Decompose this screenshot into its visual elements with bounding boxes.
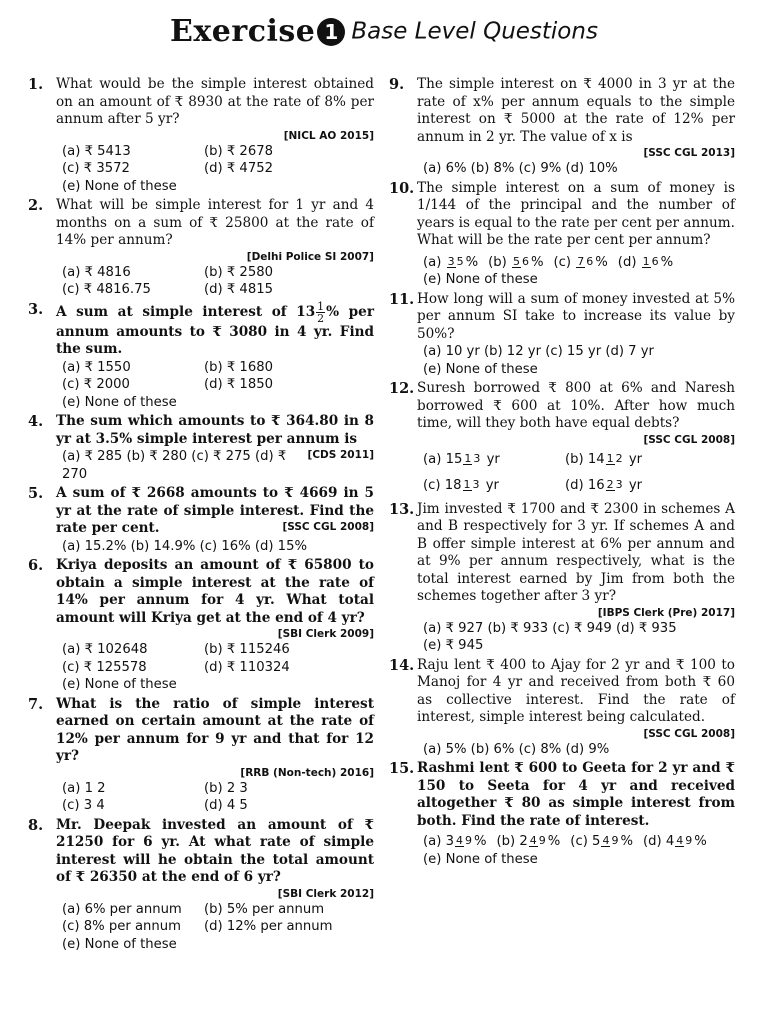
question-9 <box>389 76 735 178</box>
fraction-denominator: 5 <box>456 254 464 268</box>
option-label: (b) <box>496 834 516 849</box>
options-line[interactable]: (a) 5% (b) 6% (c) 8% (d) 9% <box>423 741 610 757</box>
option-a[interactable]: (a) 1 2 <box>62 780 106 796</box>
options <box>417 343 735 378</box>
option-a[interactable]: (a) ₹ 4816 <box>62 264 131 280</box>
question-text: Jim invested ₹ 1700 and ₹ 2300 in schemes A and B respectively for 3 yr. If schemes A and B offer simple interest at 6% per annum and at 9% per annum respectively, what is the total interest earned by Jim from both the schemes together after 3 yr? <box>417 500 735 604</box>
fraction <box>675 835 693 847</box>
question-number: 2. <box>28 197 44 214</box>
question-11 <box>389 291 735 379</box>
question-text: What would be the simple interest obtained on an amount of ₹ 8930 at the rate of 8% per annum after 5 yr? <box>56 76 374 127</box>
question-number: 12. <box>389 380 415 397</box>
whole-number: 2 <box>519 834 528 849</box>
question-source: [SBI Clerk 2009] <box>277 628 374 640</box>
unit: yr <box>485 477 499 493</box>
fraction-numerator: 2 <box>606 477 614 491</box>
option-label: (b) <box>565 451 584 467</box>
question-text <box>56 557 374 627</box>
options-line[interactable]: (a) ₹ 285 (b) ₹ 280 (c) ₹ 275 (d) ₹ 270 <box>62 449 287 482</box>
fraction-numerator: 3 <box>447 254 455 268</box>
fraction-numerator: 1 <box>606 451 614 465</box>
option-label: (c) <box>423 477 441 493</box>
fraction-denominator: 6 <box>651 254 659 268</box>
option-d[interactable]: (d) 12% per annum <box>204 919 333 934</box>
question-source: [SSC CGL 2008] <box>282 521 374 533</box>
option-a[interactable]: (a) ₹ 102648 <box>62 642 148 657</box>
options <box>56 901 374 954</box>
question-source: [CDS 2011] <box>307 449 374 461</box>
question-7 <box>28 696 374 815</box>
whole-number: 5 <box>592 834 601 849</box>
option-label: (a) <box>423 254 442 270</box>
option-b[interactable]: (b) ₹ 1680 <box>204 359 273 375</box>
question-text <box>56 485 374 538</box>
option-e[interactable]: (e) None of these <box>62 178 177 194</box>
option-d[interactable] <box>643 833 707 851</box>
option-b[interactable] <box>488 254 543 272</box>
question-text <box>56 696 374 766</box>
fraction-denominator: 6 <box>521 254 529 268</box>
left-column <box>28 76 374 955</box>
option-e[interactable]: (e) None of these <box>423 851 538 867</box>
fraction-numerator: 4 <box>529 834 537 847</box>
percent-sign: % <box>694 834 707 849</box>
question-15 <box>389 760 735 868</box>
question-text: How long will a sum of money invested at 5% per annum SI take to increase its value by 50%? <box>417 290 735 342</box>
question-source: [IBPS Clerk (Pre) 2017] <box>597 606 735 619</box>
fraction-numerator: 1 <box>464 451 472 465</box>
fraction-numerator: 4 <box>455 834 463 847</box>
option-c[interactable] <box>554 254 608 272</box>
options-line[interactable]: (a) 15.2% (b) 14.9% (c) 16% (d) 15% <box>62 538 307 554</box>
question-12 <box>389 380 735 499</box>
question-text: The simple interest on ₹ 4000 in 3 yr at the rate of x% per annum equals to the simple interest on ₹ 5000 at the rate of 12% per annum in 2 yr. The value of x is <box>417 76 735 145</box>
whole-number: 14 <box>587 451 605 467</box>
fraction-numerator: 5 <box>512 254 520 268</box>
question-source: [Delhi Police SI 2007] <box>246 250 374 263</box>
question-number: 1. <box>28 76 44 93</box>
fraction-numerator: 7 <box>577 254 585 268</box>
options-line[interactable]: (a) ₹ 927 (b) ₹ 933 (c) ₹ 949 (d) ₹ 935 <box>423 620 677 636</box>
question-14 <box>389 657 735 759</box>
fraction <box>447 256 465 268</box>
options <box>56 538 374 556</box>
question-text: Suresh borrowed ₹ 800 at 6% and Naresh borrowed ₹ 600 at 10%. After how much time, will they both have equal debts? <box>417 380 735 431</box>
fraction <box>463 453 481 465</box>
fraction <box>512 256 530 268</box>
option-c[interactable]: (c) ₹ 4816.75 <box>62 282 151 297</box>
options <box>417 160 735 178</box>
option-e[interactable]: (e) None of these <box>62 394 177 410</box>
option-a[interactable]: (a) ₹ 1550 <box>62 359 131 375</box>
option-d[interactable]: (d) 4 5 <box>204 798 248 813</box>
question-text: Raju lent ₹ 400 to Ajay for 2 yr and ₹ 100 to Manoj for 4 yr and received from both ₹ 60 as collective interest. Find the rate of interest, simple interest being calculated. <box>417 656 735 725</box>
option-e[interactable]: (e) None of these <box>62 936 177 952</box>
question-source: [SSC CGL 2008] <box>643 727 735 740</box>
option-e[interactable]: (e) None of these <box>423 361 538 377</box>
fraction-numerator: 1 <box>463 477 471 491</box>
option-b[interactable]: (b) ₹ 2580 <box>204 264 273 280</box>
question-text-body: The sum which amounts to ₹ 364.80 in 8 yr at 3.5% simple interest per annum is <box>56 413 374 447</box>
options <box>417 447 735 499</box>
options <box>417 741 735 759</box>
question-text <box>56 817 374 887</box>
fraction <box>455 835 473 847</box>
option-e[interactable]: (e) None of these <box>62 677 177 692</box>
fraction-denominator: 9 <box>464 834 472 847</box>
fraction <box>316 301 325 324</box>
options <box>56 780 374 815</box>
options <box>56 359 374 412</box>
unit: yr <box>628 451 643 467</box>
option-b[interactable]: (b) ₹ 115246 <box>204 642 290 657</box>
question-number: 4. <box>28 413 44 430</box>
options-line[interactable]: (a) 6% (b) 8% (c) 9% (d) 10% <box>423 161 618 176</box>
fraction-denominator: 9 <box>538 834 546 847</box>
option-a[interactable]: (a) ₹ 5413 <box>62 143 131 159</box>
question-number: 10. <box>389 179 415 197</box>
question-number: 8. <box>28 816 44 834</box>
option-b[interactable]: (b) 2 3 <box>204 780 248 796</box>
option-d[interactable]: (d) ₹ 4815 <box>204 282 273 297</box>
question-4 <box>28 413 374 483</box>
option-a[interactable]: (a) 6% per annum <box>62 901 182 917</box>
question-number: 11. <box>389 290 415 308</box>
option-label: (d) <box>565 477 584 493</box>
options <box>417 620 735 655</box>
question-number: 13. <box>389 500 415 518</box>
percent-sign: % <box>660 254 674 270</box>
whole-number: 18 <box>444 477 462 493</box>
question-10 <box>389 180 735 289</box>
options <box>417 254 735 289</box>
question-source: [RRB (Non-tech) 2016] <box>240 766 374 779</box>
exercise-subtitle: Base Level Questions <box>351 18 598 45</box>
options-line[interactable]: (a) 10 yr (b) 12 yr (c) 15 yr (d) 7 yr <box>423 344 654 359</box>
question-source: [NICL AO 2015] <box>283 129 374 142</box>
option-d[interactable]: (d) ₹ 4752 <box>204 161 273 176</box>
question-source: [SSC CGL 2013] <box>643 147 735 159</box>
option-label: (a) <box>423 451 442 467</box>
option-b[interactable] <box>497 833 561 851</box>
question-number: 9. <box>389 76 405 93</box>
question-text-body: Mr. Deepak invested an amount of ₹ 21250 for 6 yr. At what rate of simple interest will he obtain the total amount of ₹ 26350 at the end of 6 yr? <box>56 816 374 885</box>
question-text <box>417 760 735 830</box>
question-text-part-2: % per annum amounts to ₹ 3080 in 4 yr. Find the sum. <box>56 303 374 357</box>
percent-sign: % <box>620 834 633 849</box>
option-label: (d) <box>642 834 662 849</box>
whole-number: 15 <box>445 451 463 467</box>
options <box>56 641 374 694</box>
question-text-body: Kriya deposits an amount of ₹ 65800 to obtain a simple interest at the rate of 14% per annum for 4 yr. What total amount will Kriya get at the end of 4 yr? <box>56 557 374 626</box>
option-b[interactable]: (b) 5% per annum <box>204 901 325 917</box>
question-text-part-1: A sum at simple interest of 13 <box>56 303 316 320</box>
whole-number: 4 <box>665 834 675 849</box>
option-a[interactable] <box>423 447 565 473</box>
exercise-number-badge: 1 <box>317 18 345 46</box>
fraction-denominator: 2 <box>317 311 325 325</box>
fraction-denominator: 9 <box>685 834 693 847</box>
options <box>417 833 735 868</box>
question-text-body: What is the ratio of simple interest earned on certain amount at the rate of 12% per annum for 9 yr and that for 12 yr? <box>56 695 374 764</box>
question-number: 6. <box>28 557 44 574</box>
question-text: What will be simple interest for 1 yr and 4 months on a sum of ₹ 25800 at the rate of 14% per annum? <box>56 197 374 248</box>
option-c[interactable]: (c) ₹ 3572 <box>62 161 130 176</box>
question-text: The simple interest on a sum of money is 1/144 of the principal and the number of years is equal to the rate per cent per annum. What will be the rate per cent per annum? <box>417 179 735 248</box>
option-label: (b) <box>488 254 507 270</box>
question-source: [SBI Clerk 2012] <box>277 887 374 900</box>
option-b[interactable] <box>565 447 642 473</box>
whole-number: 3 <box>445 834 454 849</box>
option-c[interactable] <box>570 833 633 851</box>
fraction <box>463 479 481 491</box>
question-1 <box>28 76 374 195</box>
fraction-numerator: 1 <box>642 254 650 268</box>
percent-sign: % <box>530 254 544 270</box>
fraction <box>642 256 660 268</box>
right-column <box>389 76 735 870</box>
question-number: 7. <box>28 695 44 713</box>
question-13 <box>389 501 735 655</box>
fraction-numerator: 1 <box>317 299 325 313</box>
option-d[interactable] <box>618 254 673 272</box>
fraction <box>606 479 624 491</box>
page-header <box>0 14 768 66</box>
fraction-denominator: 3 <box>472 477 480 491</box>
options <box>56 143 374 196</box>
option-a[interactable] <box>423 833 487 851</box>
fraction-denominator: 2 <box>615 451 623 465</box>
option-c[interactable]: (c) ₹ 125578 <box>62 659 147 675</box>
unit: yr <box>628 477 643 493</box>
option-e[interactable]: (e) None of these <box>423 272 538 287</box>
fraction-denominator: 6 <box>586 254 594 268</box>
question-number: 14. <box>389 656 415 674</box>
fraction <box>529 835 547 847</box>
question-text-body: Rashmi lent ₹ 600 to Geeta for 2 yr and ₹ 150 to Seeta for 4 yr and received altogether ₹ 80 as simple interest from both. Find the rate of interest. <box>417 760 735 829</box>
question-text <box>56 301 374 359</box>
question-number: 5. <box>28 485 44 502</box>
option-c[interactable] <box>423 473 565 499</box>
question-6 <box>28 557 374 694</box>
fraction-denominator: 3 <box>473 451 481 465</box>
unit: yr <box>486 451 500 467</box>
fraction <box>606 453 624 465</box>
exercise-title: Exercise <box>170 14 316 49</box>
fraction-numerator: 4 <box>676 834 684 847</box>
option-e[interactable]: (e) ₹ 945 <box>423 638 484 653</box>
question-source: [SSC CGL 2008] <box>643 433 735 446</box>
option-d[interactable]: (d) ₹ 1850 <box>204 377 273 392</box>
option-label: (c) <box>553 254 572 270</box>
question-number: 3. <box>28 300 44 318</box>
option-c[interactable]: (c) 8% per annum <box>62 919 181 934</box>
fraction <box>601 835 619 847</box>
percent-sign: % <box>595 254 608 270</box>
percent-sign: % <box>473 834 487 849</box>
options <box>56 264 374 299</box>
option-label: (a) <box>423 834 442 849</box>
question-3 <box>28 301 374 412</box>
percent-sign: % <box>465 254 479 270</box>
question-5 <box>28 485 374 555</box>
option-label: (d) <box>617 254 637 270</box>
option-label: (c) <box>570 834 588 849</box>
percent-sign: % <box>547 834 561 849</box>
fraction-numerator: 4 <box>602 834 610 847</box>
option-a[interactable] <box>423 254 478 272</box>
question-number: 15. <box>389 760 415 777</box>
question-text <box>56 413 374 461</box>
option-c[interactable]: (c) ₹ 2000 <box>62 377 130 392</box>
option-d[interactable]: (d) ₹ 110324 <box>204 659 290 675</box>
question-2 <box>28 197 374 299</box>
question-8 <box>28 817 374 954</box>
fraction-denominator: 3 <box>615 477 623 491</box>
whole-number: 16 <box>587 477 605 493</box>
question-text-body: A sum of ₹ 2668 amounts to ₹ 4669 in 5 yr at the rate of simple interest. Find the rate per cent. <box>56 485 374 536</box>
option-b[interactable]: (b) ₹ 2678 <box>204 143 273 159</box>
option-c[interactable]: (c) 3 4 <box>62 798 105 813</box>
option-d[interactable] <box>565 473 642 499</box>
fraction <box>576 256 594 268</box>
fraction-denominator: 9 <box>611 834 619 847</box>
